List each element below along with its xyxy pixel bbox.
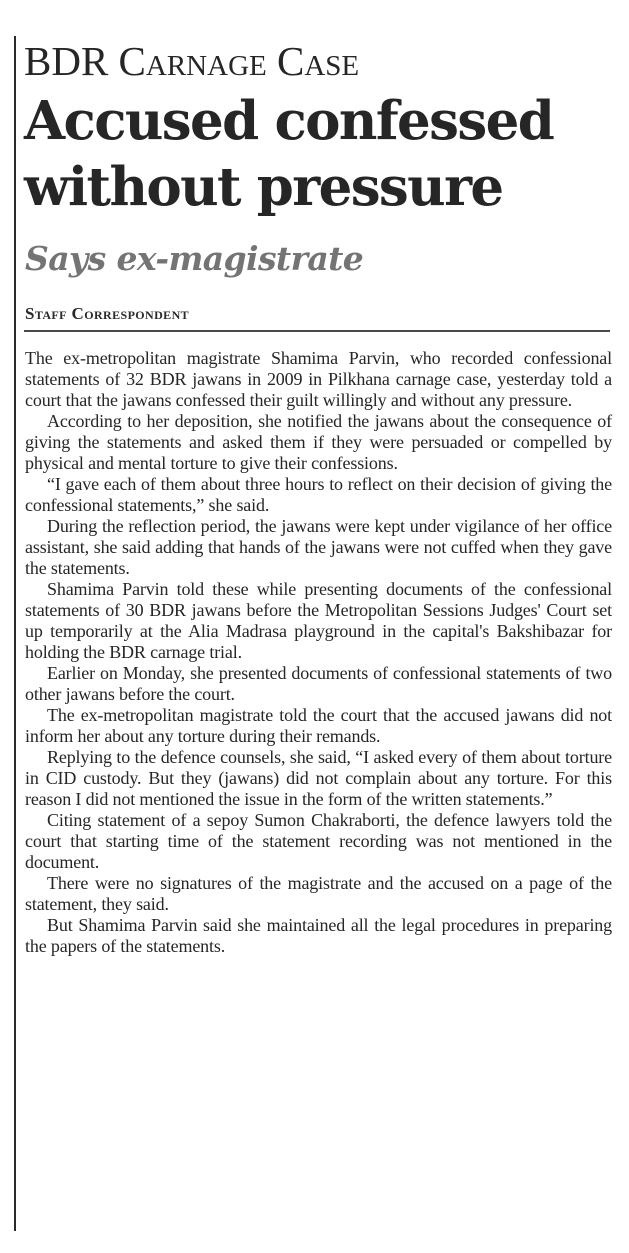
column-rule xyxy=(14,36,16,1231)
article-paragraph: Earlier on Monday, she presented documents of confessional statements of two other jawans before the court. xyxy=(25,663,612,704)
article-paragraph: The ex-metropolitan magistrate Shamima Parvin, who recorded confessional statements of 32 BDR jawans in 2009 in Pilkhana carnage case, yesterday told a court that the jawans confessed their guilt willingly and without any pressure. xyxy=(25,348,612,410)
headline: Accused confessed without pressure xyxy=(24,90,554,218)
subheadline: Says ex-magistrate xyxy=(25,239,364,278)
byline: Staff Correspondent xyxy=(25,304,190,323)
article-paragraph: During the reflection period, the jawans were kept under vigilance of her office assistant, she said adding that hands of the jawans were not cuffed when they gave the statements. xyxy=(25,516,612,578)
article-paragraph: “I gave each of them about three hours to reflect on their decision of giving the confessional statements,” she said. xyxy=(25,474,612,515)
article-body xyxy=(25,348,612,957)
article-paragraph: Replying to the defence counsels, she said, “I asked every of them about torture in CID custody. But they (jawans) did not complain about any torture. For this reason I did not mentioned the issue in the form of the written statements.” xyxy=(25,747,612,809)
article-paragraph: Citing statement of a sepoy Sumon Chakraborti, the defence lawyers told the court that starting time of the statement recording was not mentioned in the document. xyxy=(25,810,612,872)
article-paragraph: There were no signatures of the magistrate and the accused on a page of the statement, they said. xyxy=(25,873,612,914)
article-paragraph: The ex-metropolitan magistrate told the court that the accused jawans did not inform her about any torture during their remands. xyxy=(25,705,612,746)
article-paragraph: Shamima Parvin told these while presenting documents of the confessional statements of 30 BDR jawans before the Metropolitan Sessions Judges' Court set up temporarily at the Alia Madrasa playground in the capital's Bakshibazar for holding the BDR carnage trial. xyxy=(25,579,612,662)
byline-divider xyxy=(24,330,610,332)
kicker-heading: BDR Carnage Case xyxy=(24,38,360,84)
article-paragraph: According to her deposition, she notified the jawans about the consequence of giving the statements and asked them if they were persuaded or compelled by physical and mental torture to give their confessions. xyxy=(25,411,612,473)
article-paragraph: But Shamima Parvin said she maintained all the legal procedures in preparing the papers of the statements. xyxy=(25,915,612,956)
